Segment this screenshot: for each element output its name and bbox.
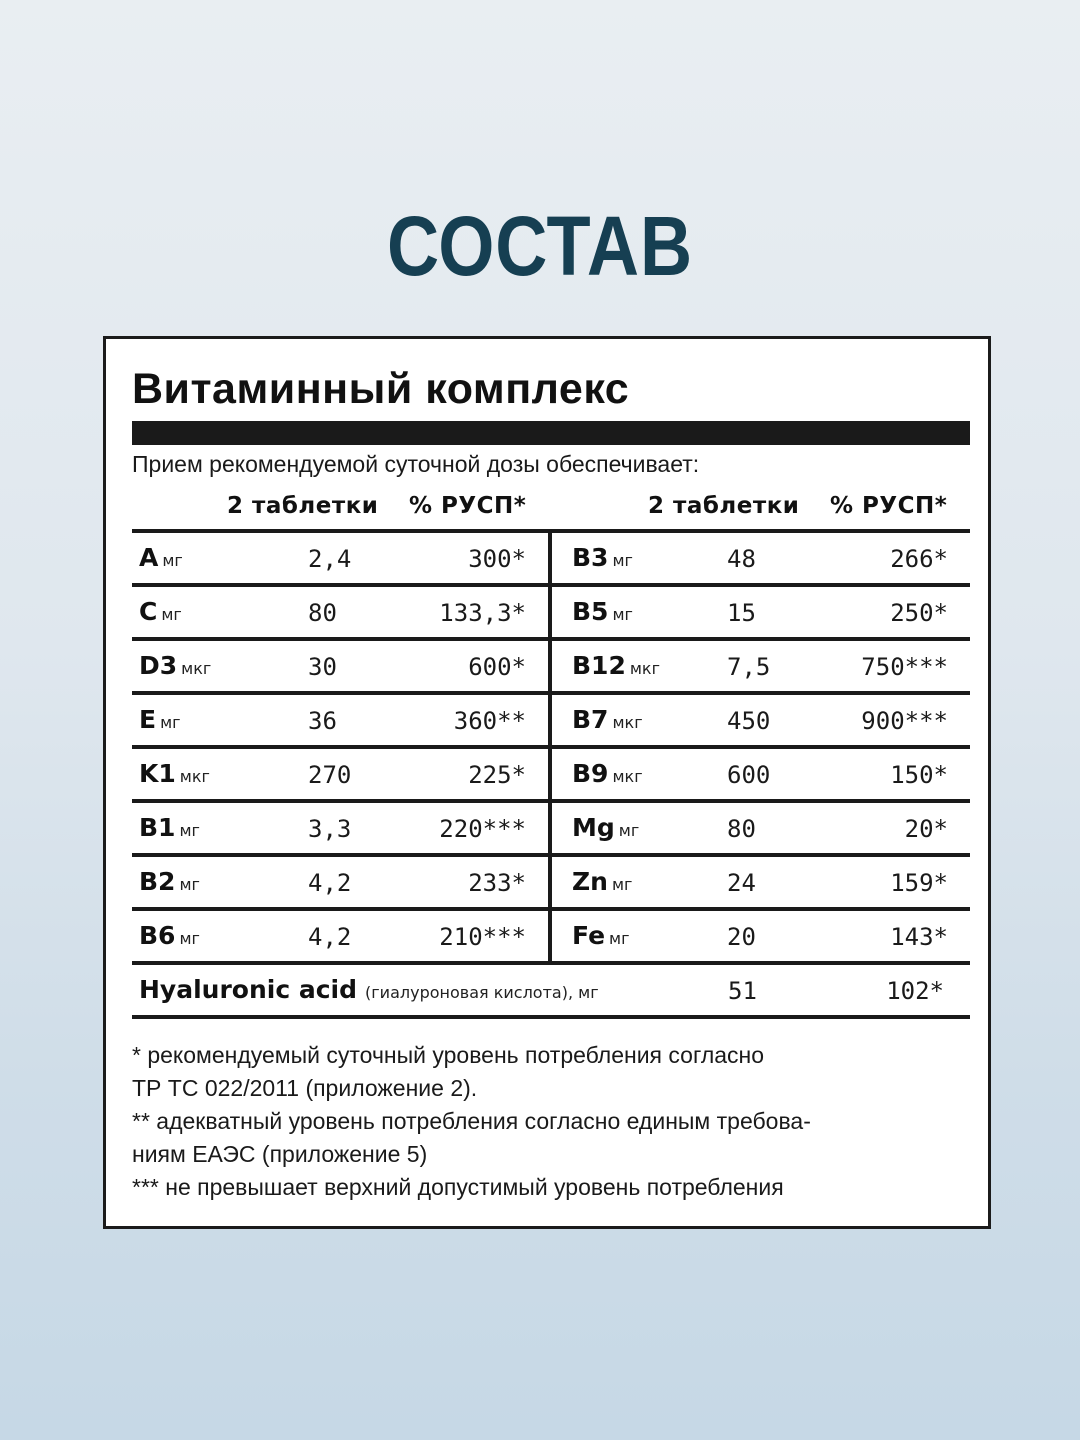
nutrient-name [572, 705, 643, 734]
nutrient-cell-right [548, 911, 970, 961]
dose-value: 270 [308, 761, 352, 789]
nutrient-name [572, 867, 632, 896]
nutrient-name [139, 597, 182, 626]
rusp-percent: 250* [890, 599, 948, 627]
nutrient-cell-left [132, 587, 548, 637]
nutrient-name [139, 867, 200, 896]
nutrient-unit: мкг [612, 713, 643, 732]
dose-value: 4,2 [308, 869, 352, 897]
rusp-percent: 233* [468, 869, 526, 897]
nutrient-label: B9 [572, 759, 609, 788]
nutrient-name [572, 921, 630, 950]
nutrient-label: Hyaluronic acid [139, 975, 358, 1004]
dose-value: 51 [728, 977, 757, 1005]
rusp-percent: 20* [904, 815, 948, 843]
dose-value: 450 [727, 707, 771, 735]
rusp-percent: 900*** [861, 707, 948, 735]
nutrient-name [572, 651, 660, 680]
nutrient-unit: мкг [629, 659, 660, 678]
nutrient-label: E [139, 705, 157, 734]
nutrient-name [572, 597, 633, 626]
footnotes [132, 1039, 972, 1204]
nutrient-unit: мкг [179, 767, 210, 786]
nutrient-cell-left [132, 533, 548, 583]
table-row [132, 911, 970, 965]
nutrient-label: B5 [572, 597, 609, 626]
nutrient-cell-right [548, 803, 970, 853]
nutrient-unit: мг [160, 713, 181, 732]
table-row [132, 533, 970, 587]
nutrient-cell-left [132, 641, 548, 691]
nutrient-name [139, 975, 599, 1004]
table-row-hyaluronic [132, 965, 970, 1019]
footnote-line: ТР ТС 022/2011 (приложение 2). [132, 1075, 478, 1101]
nutrient-unit: мг [179, 821, 200, 840]
col-header-pct-right: % РУСП* [830, 493, 948, 519]
nutrient-unit: мг [179, 875, 200, 894]
nutrient-name [572, 543, 633, 572]
nutrient-label: Zn [572, 867, 608, 896]
table-row [132, 641, 970, 695]
nutrient-cell-right [548, 857, 970, 907]
nutrient-unit: мг [162, 551, 183, 570]
col-header-dose-right: 2 таблетки [648, 493, 800, 519]
nutrient-cell-left [132, 911, 548, 961]
footnote-line: * рекомендуемый суточный уровень потребления согласно [132, 1042, 765, 1068]
dose-value: 80 [308, 599, 337, 627]
nutrient-name [572, 813, 639, 842]
dose-value: 7,5 [727, 653, 771, 681]
nutrient-table [132, 529, 970, 1019]
composition-panel [103, 336, 991, 1229]
nutrient-cell-right [548, 695, 970, 745]
nutrient-label: Fe [572, 921, 606, 950]
nutrient-name [572, 759, 643, 788]
rusp-percent: 159* [890, 869, 948, 897]
footnote-line: ниям ЕАЭС (приложение 5) [132, 1141, 428, 1167]
rusp-percent: 150* [890, 761, 948, 789]
nutrient-name [139, 921, 200, 950]
dose-value: 48 [727, 545, 756, 573]
footnote-line: *** не превышает верхний допустимый уровень потребления [132, 1174, 784, 1200]
dose-value: 600 [727, 761, 771, 789]
nutrient-label: B2 [139, 867, 176, 896]
heading-bar [132, 421, 970, 445]
col-header-pct-left: % РУСП* [409, 493, 527, 519]
dose-value: 4,2 [308, 923, 352, 951]
nutrient-cell-left [132, 857, 548, 907]
dose-value: 3,3 [308, 815, 352, 843]
nutrient-unit: мкг [612, 767, 643, 786]
table-row [132, 695, 970, 749]
rusp-percent: 600* [468, 653, 526, 681]
nutrient-cell-right [548, 641, 970, 691]
rusp-percent: 300* [468, 545, 526, 573]
nutrient-label: D3 [139, 651, 178, 680]
nutrient-unit: мкг [181, 659, 212, 678]
dose-value: 15 [727, 599, 756, 627]
rusp-percent: 102* [886, 977, 944, 1005]
nutrient-label: B6 [139, 921, 176, 950]
rusp-percent: 133,3* [439, 599, 526, 627]
table-row [132, 857, 970, 911]
nutrient-note: (гиалуроновая кислота), мг [365, 983, 599, 1002]
dose-value: 80 [727, 815, 756, 843]
dose-value: 20 [727, 923, 756, 951]
nutrient-label: B7 [572, 705, 609, 734]
nutrient-cell-right [548, 749, 970, 799]
nutrient-cell-left [132, 749, 548, 799]
col-header-dose-left: 2 таблетки [227, 493, 379, 519]
nutrient-unit: мг [612, 551, 633, 570]
nutrient-unit: мг [609, 929, 630, 948]
dose-value: 30 [308, 653, 337, 681]
nutrient-unit: мг [612, 605, 633, 624]
nutrient-label: B3 [572, 543, 609, 572]
panel-heading: Витаминный комплекс [132, 365, 630, 413]
dose-value: 2,4 [308, 545, 352, 573]
page-title: СОСТАВ [386, 199, 693, 293]
dose-value: 36 [308, 707, 337, 735]
intro-text: Прием рекомендуемой суточной дозы обеспечивает: [132, 451, 700, 477]
nutrient-label: B1 [139, 813, 176, 842]
table-row [132, 587, 970, 641]
footnote-line: ** адекватный уровень потребления согласно единым требова- [132, 1108, 811, 1134]
nutrient-unit: мг [179, 929, 200, 948]
rusp-percent: 360** [453, 707, 526, 735]
nutrient-name [139, 543, 183, 572]
table-row [132, 803, 970, 857]
table-row [132, 749, 970, 803]
nutrient-unit: мг [161, 605, 182, 624]
nutrient-label: Mg [572, 813, 615, 842]
nutrient-cell-left [132, 803, 548, 853]
nutrient-label: B12 [572, 651, 626, 680]
nutrient-unit: мг [611, 875, 633, 894]
dose-value: 24 [727, 869, 756, 897]
nutrient-label: C [139, 597, 158, 626]
rusp-percent: 220*** [439, 815, 526, 843]
nutrient-cell-right [548, 587, 970, 637]
nutrient-name [139, 813, 200, 842]
rusp-percent: 143* [890, 923, 948, 951]
nutrient-label: K1 [139, 759, 176, 788]
rusp-percent: 750*** [861, 653, 948, 681]
nutrient-name [139, 651, 211, 680]
nutrient-label: A [139, 543, 159, 572]
nutrient-cell-right [548, 533, 970, 583]
rusp-percent: 225* [468, 761, 526, 789]
nutrient-cell-left [132, 695, 548, 745]
rusp-percent: 266* [890, 545, 948, 573]
nutrient-unit: мг [618, 821, 640, 840]
rusp-percent: 210*** [439, 923, 526, 951]
nutrient-name [139, 705, 181, 734]
nutrient-name [139, 759, 210, 788]
